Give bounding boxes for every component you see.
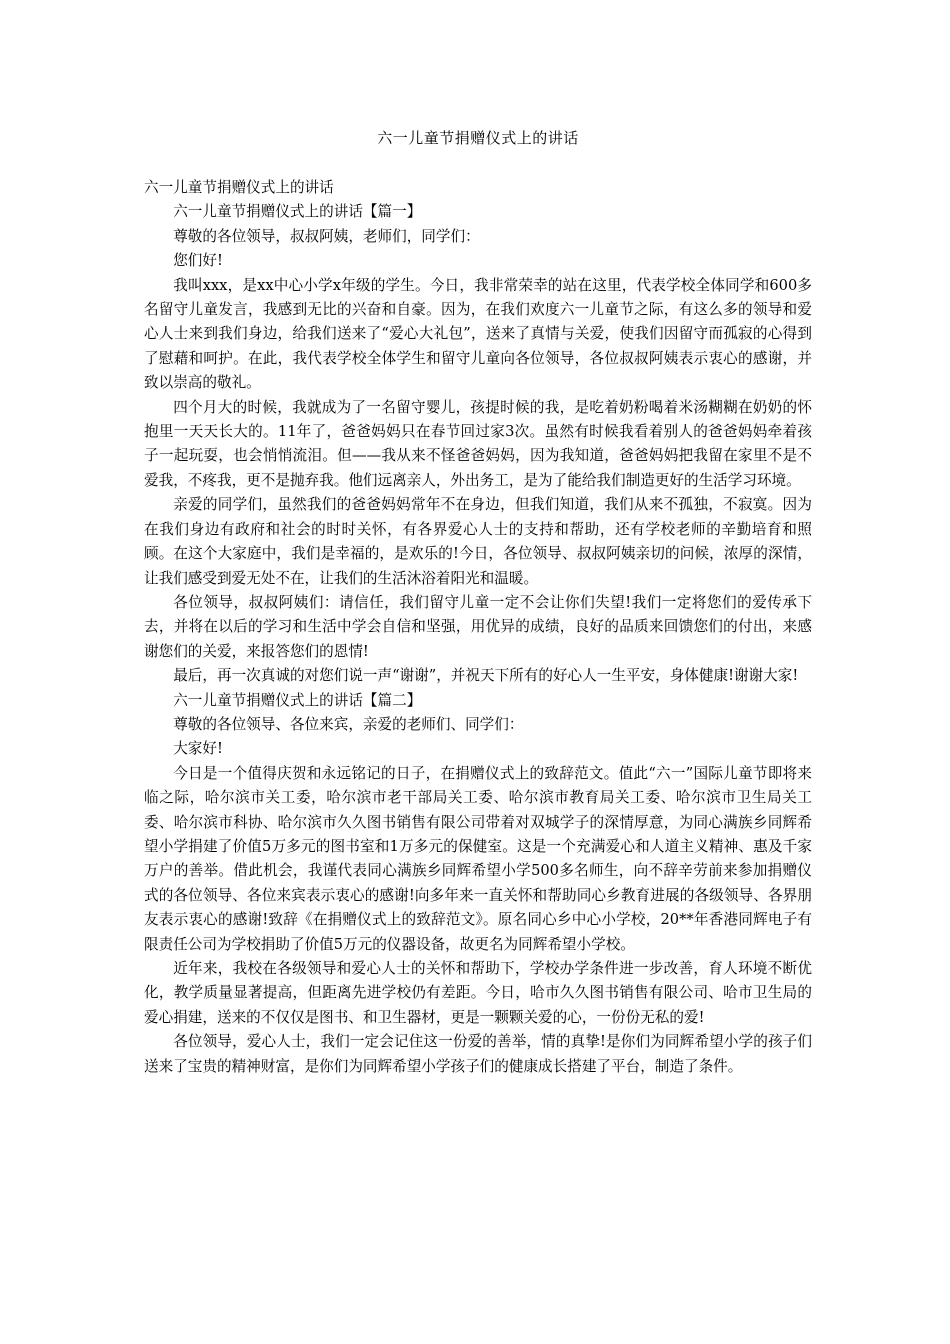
body-paragraph: 四个月大的时候，我就成为了一名留守婴儿，孩提时候的我，是吃着奶粉喝着米汤糊糊在奶奶的怀抱里一天天长大的。11年了，爸爸妈妈只在春节回过家3次。虽然有时候我看着别人的爸爸妈妈牵着孩子一起玩耍，也会悄悄流泪。但——我从来不怪爸爸妈妈，因为我知道，爸爸妈妈把我留在家里不是不爱我，不疼我，更不是抛弃我。他们远离亲人，外出务工，是为了能给我们制造更好的生活学习环境。 xyxy=(144,398,812,489)
body-paragraph: 亲爱的同学们，虽然我们的爸爸妈妈常年不在身边，但我们知道，我们从来不孤独，不寂寞。因为在我们身边有政府和社会的时时关怀，有各界爱心人士的支持和帮助，还有学校老师的辛勤培育和照顾。在这个大家庭中，我们是幸福的，是欢乐的!今日，各位领导、叔叔阿姨亲切的问候，浓厚的深情，让我们感受到爱无处不在，让我们的生活沐浴着阳光和温暖。 xyxy=(144,496,812,587)
body-paragraph: 最后，再一次真诚的对您们说一声“谢谢”，并祝天下所有的好心人一生平安，身体健康!谢谢大家! xyxy=(173,667,799,685)
greeting: 大家好! xyxy=(173,740,223,758)
body-paragraph: 我叫xxx，是xx中心小学x年级的学生。今日，我非常荣幸的站在这里，代表学校全体同学和600多名留守儿童发言，我感到无比的兴奋和自豪。因为，在我们欢度六一儿童节之际，有这么多的领导和爱心人士来到我们身边，给我们送来了“爱心大礼包”，送来了真情与关爱，使我们因留守而孤寂的心得到了慰藉和呵护。在此，我代表学校全体学生和留守儿童向各位领导，各位叔叔阿姨表示衷心的感谢，并致以崇高的敬礼。 xyxy=(144,276,812,392)
salutation: 尊敬的各位领导、各位来宾，亲爱的老师们、同学们： xyxy=(173,715,524,733)
part-one-heading: 六一儿童节捐赠仪式上的讲话【篇一】 xyxy=(173,203,422,221)
body-paragraph: 各位领导，爱心人士，我们一定会记住这一份爱的善举，情的真挚!是你们为同辉希望小学的孩子们送来了宝贵的精神财富，是你们为同辉希望小学孩子们的健康成长搭建了平台，制造了条件。 xyxy=(144,1033,812,1075)
section-heading: 六一儿童节捐赠仪式上的讲话 xyxy=(144,179,334,196)
salutation: 尊敬的各位领导，叔叔阿姨，老师们，同学们： xyxy=(173,227,480,245)
part-two-heading: 六一儿童节捐赠仪式上的讲话【篇二】 xyxy=(173,691,422,709)
body-paragraph: 近年来，我校在各级领导和爱心人士的关怀和帮助下，学校办学条件进一步改善，育人环境不断优化，教学质量显著提高，但距离先进学校仍有差距。今日，哈市久久图书销售有限公司、哈市卫生局的爱心捐建，送来的不仅仅是图书、和卫生器材，更是一颗颗关爱的心，一份份无私的爱! xyxy=(144,960,812,1026)
document-body xyxy=(144,176,812,1079)
greeting: 您们好! xyxy=(173,252,223,270)
body-paragraph: 各位领导，叔叔阿姨们：请信任，我们留守儿童一定不会让你们失望!我们一定将您们的爱传承下去，并将在以后的学习和生活中学会自信和坚强，用优异的成绩，良好的品质来回馈您们的付出，来感谢您们的关爱，来报答您们的恩情! xyxy=(144,593,812,660)
body-paragraph: 今日是一个值得庆贺和永远铭记的日子，在捐赠仪式上的致辞范文。值此“六一”国际儿童节即将来临之际，哈尔滨市关工委，哈尔滨市老干部局关工委、哈尔滨市教育局关工委、哈尔滨市卫生局关工委、哈尔滨市科协、哈尔滨市久久图书销售有限公司带着对双城学子的深情厚意，为同心满族乡同辉希望小学捐建了价值5万多元的图书室和1万多元的保健室。这是一个充满爱心和人道主义精神、惠及千家万户的善举。借此机会，我谨代表同心满族乡同辉希望小学500多名师生，向不辞辛劳前来参加捐赠仪式的各位领导、各位来宾表示衷心的感谢!向多年来一直关怀和帮助同心乡教育进展的各级领导、各界朋友表示衷心的感谢!致辞《在捐赠仪式上的致辞范文》。原名同心乡中心小学校，20**年香港同辉电子有限责任公司为学校捐助了价值5万元的仪器设备，故更名为同辉希望小学校。 xyxy=(144,764,812,953)
document-title: 六一儿童节捐赠仪式上的讲话 xyxy=(377,129,579,147)
